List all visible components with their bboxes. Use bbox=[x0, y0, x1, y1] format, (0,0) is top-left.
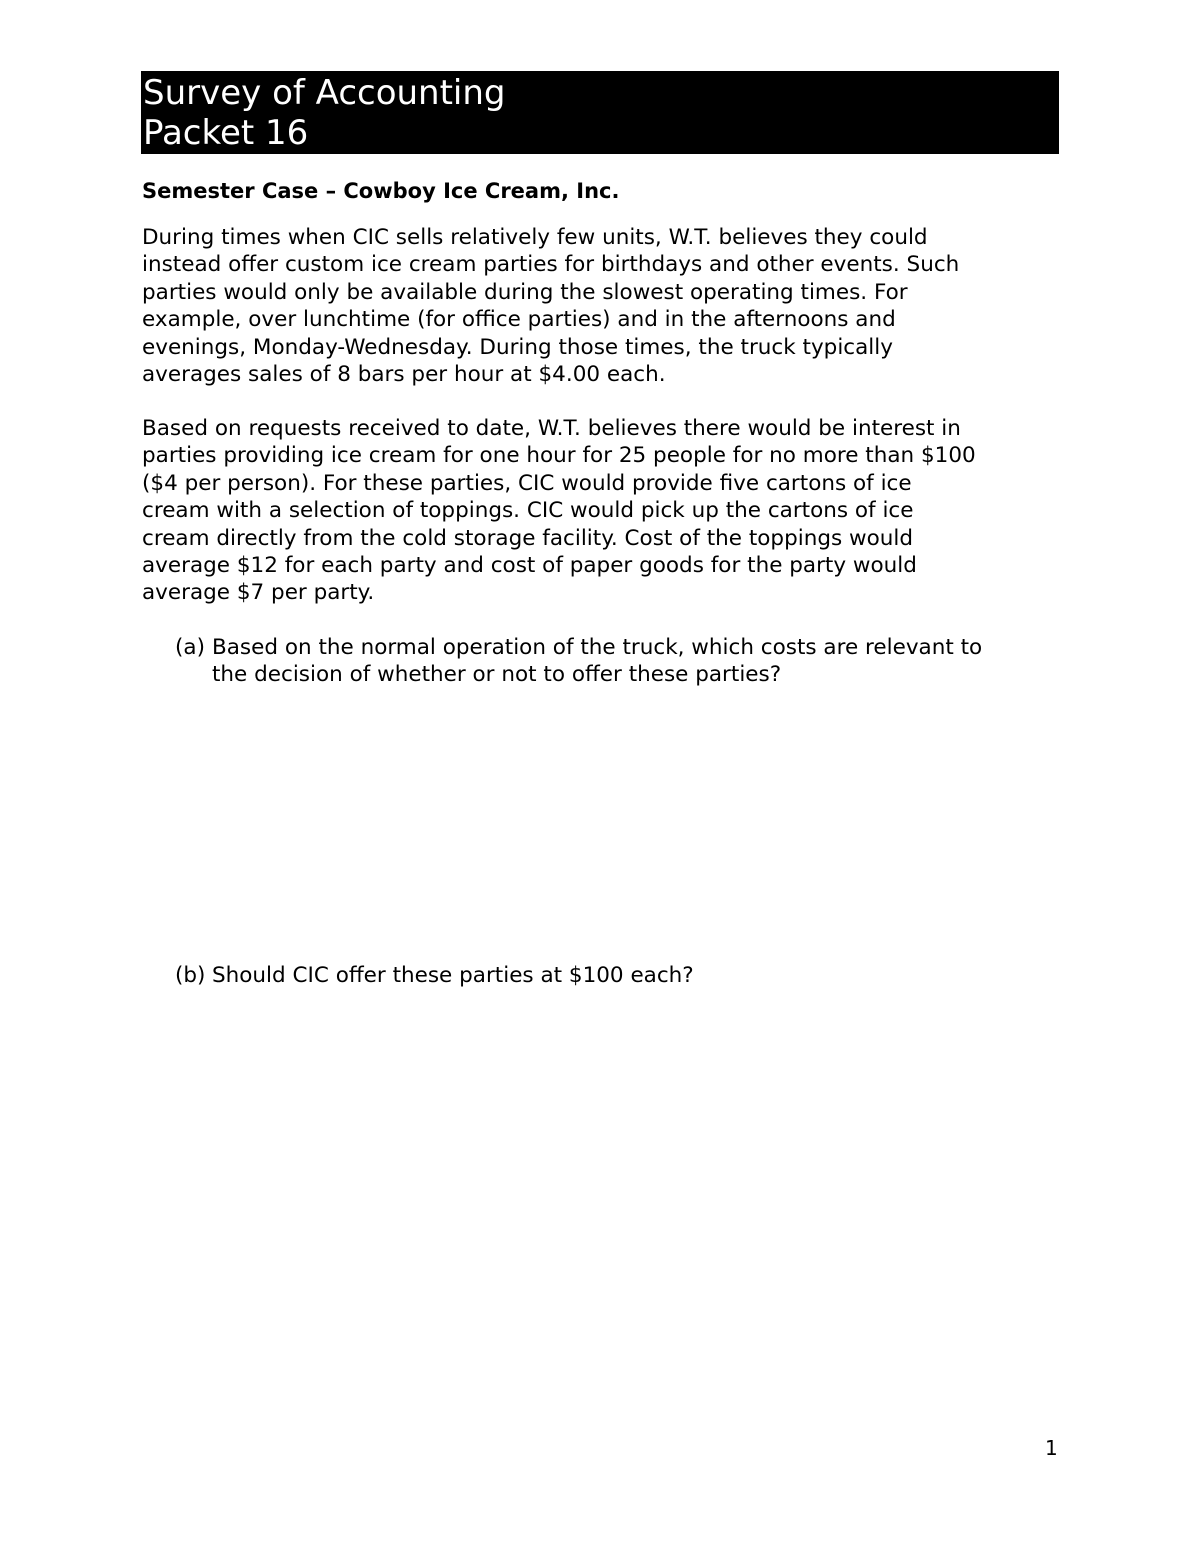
paragraph-line: instead offer custom ice cream parties for birthdays and other events. Such bbox=[142, 252, 960, 278]
paragraph-line: average $12 for each party and cost of paper goods for the party would bbox=[142, 553, 917, 579]
paragraph-context bbox=[142, 224, 1072, 388]
question-line: the decision of whether or not to offer these parties? bbox=[212, 662, 782, 688]
paragraph-line: During times when CIC sells relatively few units, W.T. believes they could bbox=[142, 225, 928, 250]
packet-label: Packet 16 bbox=[143, 113, 309, 153]
paragraph-line: ($4 per person). For these parties, CIC would provide five cartons of ice bbox=[142, 470, 912, 496]
paragraph-line: example, over lunchtime (for office parties) and in the afternoons and bbox=[142, 307, 896, 333]
question-text bbox=[212, 634, 1075, 689]
question-marker: (b) bbox=[175, 963, 206, 988]
paragraph-line: cream with a selection of toppings. CIC would pick up the cartons of ice bbox=[142, 498, 914, 524]
title-banner bbox=[141, 71, 1059, 154]
document-title: Survey of Accounting bbox=[143, 73, 506, 113]
question-a bbox=[175, 634, 1075, 689]
paragraph-line: parties providing ice cream for one hour for 25 people for no more than $100 bbox=[142, 443, 976, 469]
paragraph-line: evenings, Monday-Wednesday. During those times, the truck typically bbox=[142, 334, 893, 360]
question-line: Based on the normal operation of the truck, which costs are relevant to bbox=[212, 635, 983, 660]
paragraph-line: parties would only be available during the slowest operating times. For bbox=[142, 279, 908, 305]
page-number: 1 bbox=[1045, 1436, 1058, 1460]
paragraph-line: Based on requests received to date, W.T. believes there would be interest in bbox=[142, 416, 961, 441]
paragraph-party-details bbox=[142, 415, 1072, 607]
case-heading: Semester Case – Cowboy Ice Cream, Inc. bbox=[142, 179, 620, 203]
paragraph-line: cream directly from the cold storage facility. Cost of the toppings would bbox=[142, 525, 913, 551]
question-b bbox=[175, 962, 1075, 989]
paragraph-line: averages sales of 8 bars per hour at $4.00 each. bbox=[142, 362, 666, 388]
question-line: Should CIC offer these parties at $100 each? bbox=[212, 963, 694, 988]
paragraph-line: average $7 per party. bbox=[142, 580, 375, 606]
question-marker: (a) bbox=[175, 635, 205, 660]
question-text bbox=[212, 962, 1075, 989]
